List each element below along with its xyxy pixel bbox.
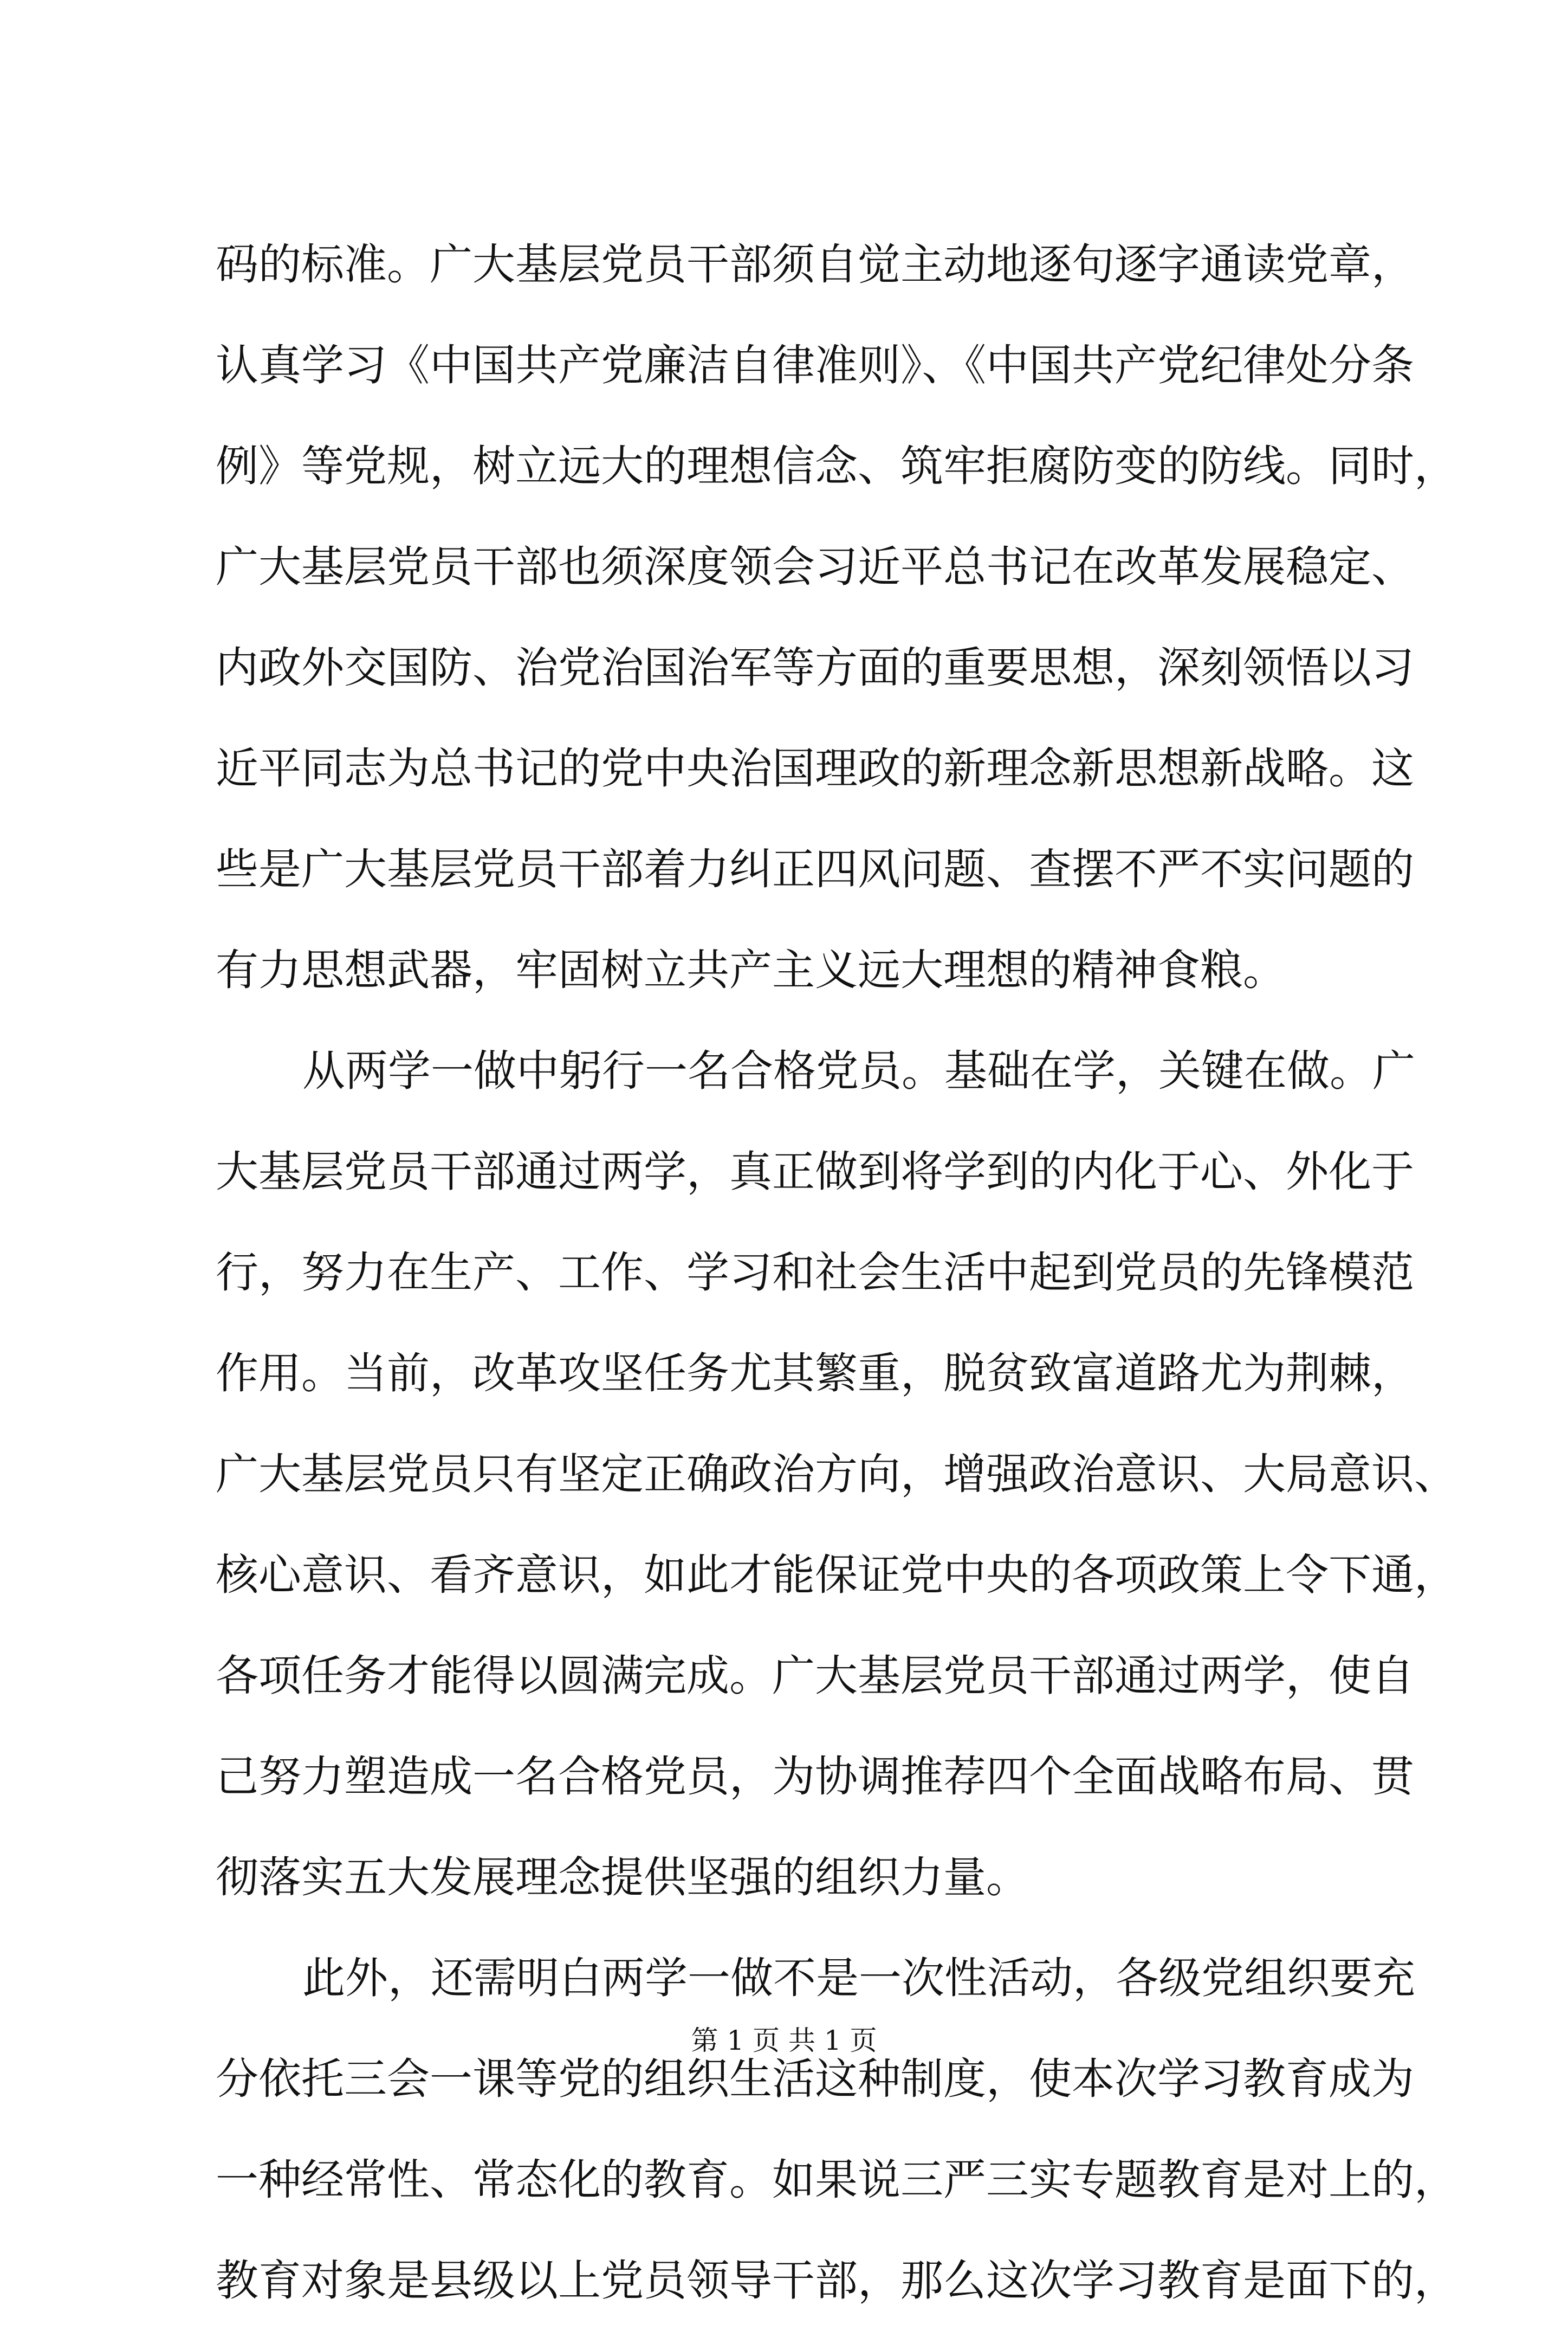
text-line: 些是广大基层党员干部着力纠正四风问题、查摆不严不实问题的 bbox=[216, 844, 1414, 894]
text-line: 一种经常性、常态化的教育。如果说三严三实专题教育是对上的， bbox=[216, 2155, 1457, 2205]
text-line: 彻落实五大发展理念提供坚强的组织力量。 bbox=[216, 1852, 1029, 1902]
text-line: 核心意识、看齐意识，如此才能保证党中央的各项政策上令下通， bbox=[216, 1550, 1457, 1600]
text-line: 各项任务才能得以圆满完成。广大基层党员干部通过两学，使自 bbox=[216, 1651, 1414, 1701]
text-line: 近平同志为总书记的党中央治国理政的新理念新思想新战略。这 bbox=[216, 744, 1414, 793]
text-line: 教育对象是县级以上党员领导干部，那么这次学习教育是面下的， bbox=[216, 2256, 1457, 2306]
text-line: 作用。当前，改革攻坚任务尤其繁重，脱贫致富道路尤为荆棘， bbox=[216, 1348, 1414, 1398]
text-line: 大基层党员干部通过两学，真正做到将学到的内化于心、外化于 bbox=[216, 1147, 1414, 1197]
text-line: 内政外交国防、治党治国治军等方面的重要思想，深刻领悟以习 bbox=[216, 643, 1414, 693]
page-footer: 第 1 页 共 1 页 bbox=[691, 2025, 877, 2056]
text-line: 有力思想武器，牢固树立共产主义远大理想的精神食粮。 bbox=[216, 945, 1286, 995]
text-line: 例》等党规，树立远大的理想信念、筑牢拒腐防变的防线。同时， bbox=[216, 441, 1457, 491]
text-line: 码的标准。广大基层党员干部须自觉主动地逐句逐字通读党章， bbox=[216, 240, 1414, 289]
document-body bbox=[216, 214, 1457, 2331]
text-line: 广大基层党员干部也须深度领会习近平总书记在改革发展稳定、 bbox=[216, 542, 1414, 592]
text-line: 行，努力在生产、工作、学习和社会生活中起到党员的先锋模范 bbox=[216, 1248, 1414, 1297]
text-line: 己努力塑造成一名合格党员，为协调推荐四个全面战略布局、贯 bbox=[216, 1752, 1414, 1801]
text-line: 从两学一做中躬行一名合格党员。基础在学，关键在做。广 bbox=[302, 1046, 1415, 1096]
text-line: 此外，还需明白两学一做不是一次性活动，各级党组织要充 bbox=[302, 1953, 1415, 2003]
text-line: 广大基层党员只有坚定正确政治方向，增强政治意识、大局意识、 bbox=[216, 1449, 1457, 1499]
text-line: 认真学习《中国共产党廉洁自律准则》、《中国共产党纪律处分条 bbox=[216, 340, 1414, 390]
text-line: 分依托三会一课等党的组织生活这种制度，使本次学习教育成为 bbox=[216, 2054, 1414, 2104]
